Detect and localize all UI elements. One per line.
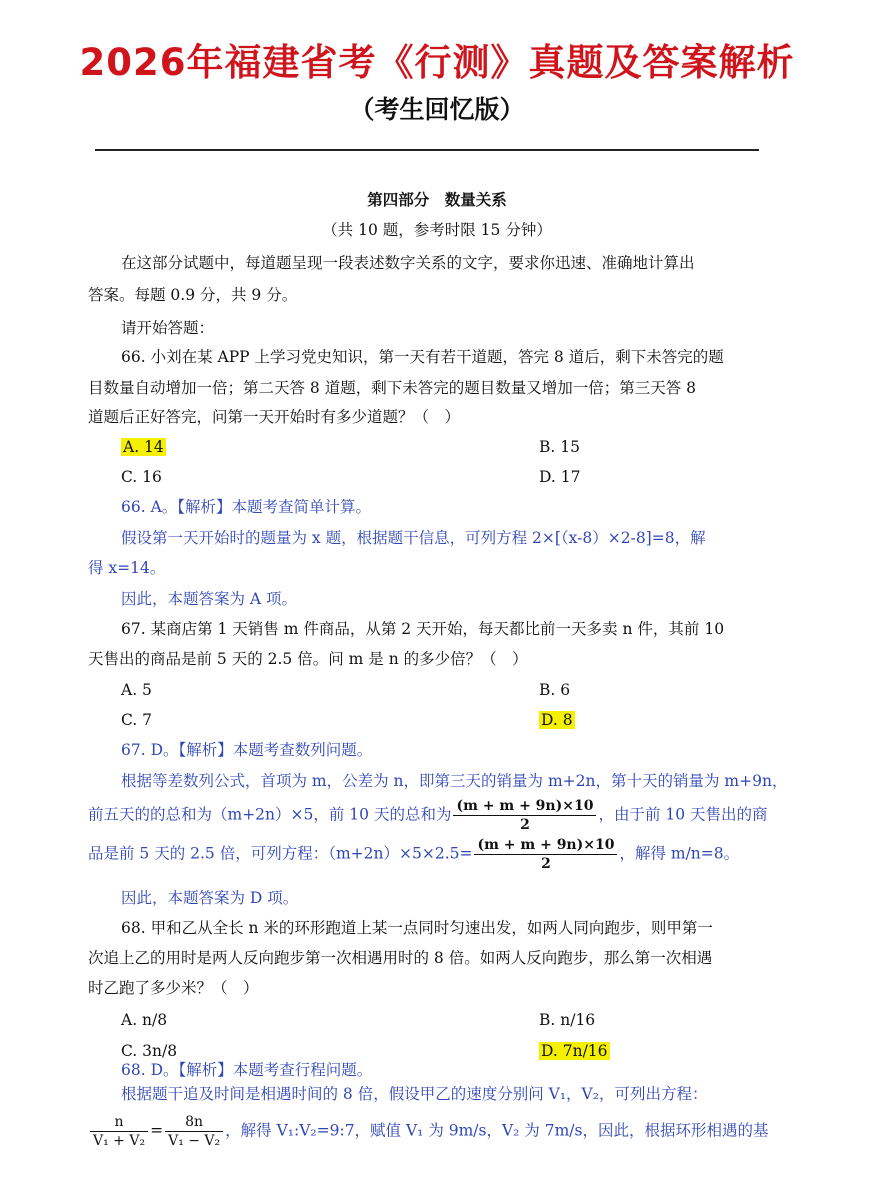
q68-option-a: A. n/8 xyxy=(121,1011,168,1029)
q68-stem-line-1: 68. 甲和乙从全长 n 米的环形跑道上某一点同时匀速出发，如两人同向跑步，则甲第一 xyxy=(121,919,713,937)
q67-explanation-line-1: 根据等差数列公式，首项为 m，公差为 n，即第三天的销量为 m+2n，第十天的销量为 m+9n， xyxy=(121,772,788,790)
fraction-denominator: V₁ + V₂ xyxy=(93,1133,146,1149)
header-divider xyxy=(95,149,759,151)
q67-explanation-line-2 xyxy=(88,797,768,834)
fraction-denominator: V₁ − V₂ xyxy=(168,1133,221,1149)
q67-stem-line-2: 天售出的商品是前 5 天的 2.5 倍。问 m 是 n 的多少倍？（ ） xyxy=(88,650,528,668)
q66-option-c: C. 16 xyxy=(121,468,162,486)
q68-equals-sign: = xyxy=(150,1121,164,1140)
q67-option-d-text: D. 8 xyxy=(541,711,573,729)
section-title: 第四部分 数量关系 xyxy=(367,190,507,209)
q67-option-a: A. 5 xyxy=(121,681,152,699)
fraction-denominator: 2 xyxy=(541,856,551,872)
q68-answer-head: 68. D。【解析】本题考查行程问题。 xyxy=(121,1061,373,1079)
q68-fraction-right xyxy=(165,1113,223,1150)
q68-stem-line-2: 次追上乙的用时是两人反向跑步第一次相遇用时的 8 倍。如两人反向跑步，那么第一次相遇 xyxy=(88,949,713,967)
q66-conclusion: 因此，本题答案为 A 项。 xyxy=(121,590,298,608)
q68-explanation-line-2-text: ，解得 V₁:V₂=9:7，赋值 V₁ 为 9m/s，V₂ 为 7m/s，因此，根据环形相遇的基 xyxy=(225,1121,769,1140)
q66-option-a-text: A. 14 xyxy=(123,438,164,456)
q68-option-c: C. 3n/8 xyxy=(121,1042,178,1060)
q66-option-b: B. 15 xyxy=(539,438,580,456)
fraction-numerator: (m + m + 9n)×10 xyxy=(474,836,617,855)
q67-conclusion: 因此，本题答案为 D 项。 xyxy=(121,889,299,907)
q66-stem-line-3: 道题后正好答完，问第一天开始时有多少道题？（ ） xyxy=(88,408,461,426)
q68-fraction-left xyxy=(90,1113,148,1150)
q67-fraction-equation xyxy=(474,836,617,873)
q67-explanation-line-3-start: 品是前 5 天的 2.5 倍，可列方程：（m+2n）×5×2.5= xyxy=(88,844,473,863)
q67-explanation-line-3 xyxy=(88,836,739,873)
q68-option-d-text: D. 7n/16 xyxy=(541,1042,608,1060)
q68-option-d xyxy=(539,1040,610,1062)
q67-answer-head: 67. D。【解析】本题考查数列问题。 xyxy=(121,741,373,759)
q67-option-d xyxy=(539,709,575,731)
fraction-denominator: 2 xyxy=(520,817,530,833)
q68-option-b: B. n/16 xyxy=(539,1011,596,1029)
q67-option-c: C. 7 xyxy=(121,711,153,729)
q66-answer-head: 66. A。【解析】本题考查简单计算。 xyxy=(121,498,372,516)
page-subtitle: （考生回忆版） xyxy=(349,95,525,124)
q68-stem-line-3: 时乙跑了多少米？（ ） xyxy=(88,979,259,997)
q66-stem-line-1: 66. 小刘在某 APP 上学习党史知识，第一天有若干道题，答完 8 道后，剩下未答完的题 xyxy=(121,348,724,366)
q66-explanation-line-2: 得 x=14。 xyxy=(88,559,166,577)
start-prompt: 请开始答题： xyxy=(121,319,215,337)
instruction-line-2: 答案。每题 0.9 分，共 9 分。 xyxy=(88,286,298,304)
q67-explanation-line-3-end: ，解得 m/n=8。 xyxy=(619,844,740,863)
instruction-line-1: 在这部分试题中，每道题呈现一段表述数字关系的文字，要求你迅速、准确地计算出 xyxy=(121,254,695,272)
q68-explanation-line-1: 根据题干追及时间是相遇时间的 8 倍，假设甲乙的速度分别问 V₁，V₂，可列出方程： xyxy=(121,1085,708,1103)
section-subtitle: （共 10 题，参考时限 15 分钟） xyxy=(322,221,552,239)
q67-option-b: B. 6 xyxy=(539,681,571,699)
q66-explanation-line-1: 假设第一天开始时的题量为 x 题，根据题干信息，可列方程 2×[（x-8）×2-8]=8，解 xyxy=(121,529,706,547)
q67-explanation-line-2-end: ，由于前 10 天售出的商 xyxy=(598,805,768,824)
q66-stem-line-2: 目数量自动增加一倍；第二天答 8 道题，剩下未答完的题目数量又增加一倍；第三天答 8 xyxy=(88,379,697,397)
fraction-numerator: n xyxy=(90,1113,148,1132)
q67-stem-line-1: 67. 某商店第 1 天销售 m 件商品，从第 2 天开始，每天都比前一天多卖 n 件，其前 10 xyxy=(121,620,725,638)
q67-fraction-sum-ten-days xyxy=(453,797,596,834)
q66-option-d: D. 17 xyxy=(539,468,581,486)
page-title: 2026年福建省考《行测》真题及答案解析 xyxy=(79,41,795,84)
q68-explanation-line-2 xyxy=(88,1113,768,1150)
q67-explanation-line-2-start: 前五天的的总和为（m+2n）×5，前 10 天的总和为 xyxy=(88,805,452,824)
q66-option-a xyxy=(121,436,166,458)
fraction-numerator: 8n xyxy=(165,1113,223,1132)
fraction-numerator: (m + m + 9n)×10 xyxy=(453,797,596,816)
